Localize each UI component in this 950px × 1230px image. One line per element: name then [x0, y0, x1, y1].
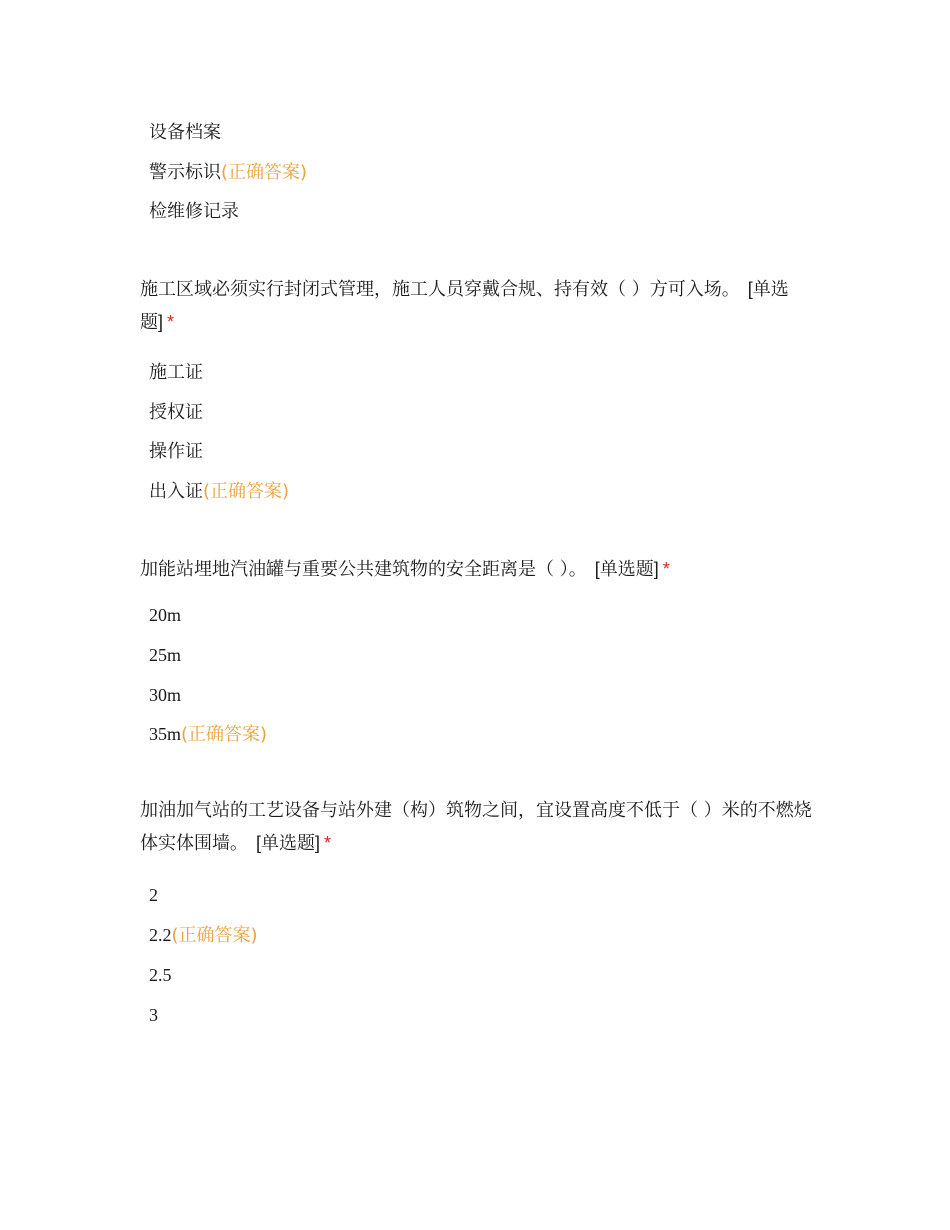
option-item-correct: [149, 161, 307, 185]
option-item: [149, 603, 181, 627]
option-item: [149, 683, 181, 707]
option-label: 设备档案: [149, 122, 221, 143]
option-label: 35m: [149, 724, 182, 744]
option-item: [149, 401, 203, 425]
question-type-tag: [单选题]: [256, 833, 321, 853]
option-label: 2.5: [149, 965, 172, 985]
option-item: [149, 883, 158, 907]
option-label: 30m: [149, 685, 182, 705]
question-type-tag: [单选题]: [594, 559, 659, 579]
option-item: [149, 440, 203, 464]
question-title: [140, 553, 820, 586]
option-item-correct: [149, 480, 289, 504]
option-item-correct: [149, 722, 267, 747]
correct-answer-marker: (正确答案): [203, 481, 290, 502]
option-item: [149, 121, 221, 145]
option-label: 出入证: [149, 481, 203, 502]
option-label: 2: [149, 885, 158, 905]
required-marker: *: [324, 833, 332, 853]
question-title: [140, 273, 820, 339]
option-item: [149, 1003, 158, 1027]
option-label: 2.2: [149, 925, 172, 945]
option-label: 警示标识: [149, 162, 221, 183]
option-item: [149, 643, 181, 667]
option-label: 25m: [149, 645, 182, 665]
correct-answer-marker: (正确答案): [171, 925, 258, 946]
correct-answer-marker: (正确答案): [181, 724, 268, 745]
question-type-tag: [单选题]: [140, 279, 789, 332]
option-label: 施工证: [149, 362, 203, 383]
option-label: 操作证: [149, 441, 203, 462]
option-label: 授权证: [149, 402, 203, 423]
question-title: [140, 795, 820, 860]
required-marker: *: [167, 312, 175, 332]
question-text: 加能站埋地汽油罐与重要公共建筑物的安全距离是（ ）。: [140, 559, 587, 580]
option-label: 3: [149, 1005, 158, 1025]
option-label: 检维修记录: [149, 201, 239, 222]
option-label: 20m: [149, 605, 182, 625]
correct-answer-marker: (正确答案): [221, 162, 308, 183]
option-item: [149, 963, 172, 987]
option-item: [149, 200, 239, 224]
option-item: [149, 361, 203, 385]
required-marker: *: [662, 559, 670, 579]
question-text: 加油加气站的工艺设备与站外建（构）筑物之间，宜设置高度不低于（ ）米的不燃烧体实体围墙。: [140, 800, 812, 854]
question-text: 施工区域必须实行封闭式管理，施工人员穿戴合规、持有效（ ）方可入场。: [140, 279, 740, 300]
option-item-correct: [149, 923, 258, 948]
